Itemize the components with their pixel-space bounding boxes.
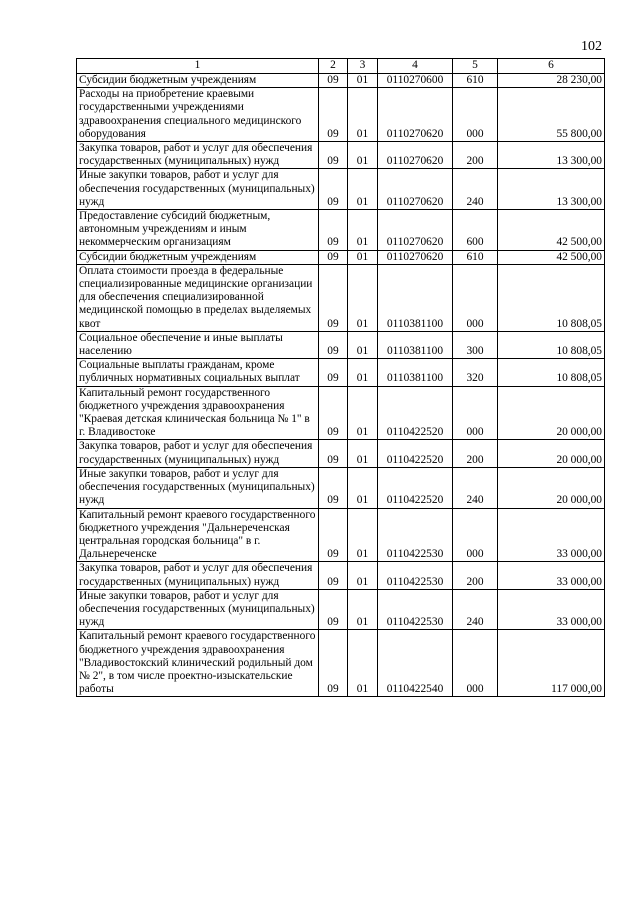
row-name: Капитальный ремонт государственного бюджетного учреждения здравоохранения "Краевая детская клиническая больница № 1" в г. Владивостоке: [77, 386, 319, 440]
row-subsection: 01: [348, 440, 378, 467]
row-name: Оплата стоимости проезда в федеральные специализированные медицинские организации для обеспечения специализированной медицинской помощью в пределах выделяемых квот: [77, 264, 319, 331]
row-target-code: 0110270620: [378, 169, 453, 210]
row-amount: 55 800,00: [498, 88, 605, 142]
row-name: Социальное обеспечение и иные выплаты населению: [77, 331, 319, 358]
row-section: 09: [319, 169, 348, 210]
table-row: [77, 74, 605, 88]
row-target-code: 0110422530: [378, 562, 453, 589]
row-target-code: 0110270600: [378, 74, 453, 88]
row-name: Закупка товаров, работ и услуг для обеспечения государственных (муниципальных) нужд: [77, 142, 319, 169]
table-row: [77, 169, 605, 210]
row-amount: 20 000,00: [498, 386, 605, 440]
row-subsection: 01: [348, 386, 378, 440]
header-col-1: 1: [77, 59, 319, 74]
header-col-3: 3: [348, 59, 378, 74]
row-amount: 33 000,00: [498, 508, 605, 562]
row-expense-type: 240: [453, 589, 498, 630]
row-amount: 28 230,00: [498, 74, 605, 88]
row-expense-type: 320: [453, 359, 498, 386]
row-name: Субсидии бюджетным учреждениям: [77, 74, 319, 88]
row-section: 09: [319, 210, 348, 251]
row-section: 09: [319, 74, 348, 88]
row-target-code: 0110381100: [378, 264, 453, 331]
row-section: 09: [319, 562, 348, 589]
table-header-row: [77, 59, 605, 74]
row-target-code: 0110270620: [378, 142, 453, 169]
row-amount: 13 300,00: [498, 169, 605, 210]
page-number: 102: [581, 39, 602, 54]
header-col-2: 2: [319, 59, 348, 74]
row-expense-type: 610: [453, 74, 498, 88]
row-amount: 20 000,00: [498, 440, 605, 467]
row-name: Социальные выплаты гражданам, кроме публичных нормативных социальных выплат: [77, 359, 319, 386]
row-name: Иные закупки товаров, работ и услуг для обеспечения государственных (муниципальных) нужд: [77, 589, 319, 630]
row-subsection: 01: [348, 210, 378, 251]
row-expense-type: 000: [453, 264, 498, 331]
row-amount: 42 500,00: [498, 250, 605, 264]
row-name: Субсидии бюджетным учреждениям: [77, 250, 319, 264]
row-section: 09: [319, 264, 348, 331]
row-section: 09: [319, 386, 348, 440]
row-expense-type: 000: [453, 630, 498, 697]
row-expense-type: 240: [453, 467, 498, 508]
row-name: Иные закупки товаров, работ и услуг для обеспечения государственных (муниципальных) нужд: [77, 169, 319, 210]
row-expense-type: 200: [453, 562, 498, 589]
row-name: Предоставление субсидий бюджетным, автономным учреждениям и иным некоммерческим организациям: [77, 210, 319, 251]
row-section: 09: [319, 440, 348, 467]
row-section: 09: [319, 88, 348, 142]
row-section: 09: [319, 467, 348, 508]
table-row: [77, 264, 605, 331]
table-row: [77, 359, 605, 386]
row-amount: 10 808,05: [498, 331, 605, 358]
row-amount: 10 808,05: [498, 264, 605, 331]
row-subsection: 01: [348, 359, 378, 386]
row-subsection: 01: [348, 508, 378, 562]
row-expense-type: 600: [453, 210, 498, 251]
row-subsection: 01: [348, 589, 378, 630]
row-target-code: 0110422540: [378, 630, 453, 697]
row-expense-type: 000: [453, 508, 498, 562]
row-target-code: 0110422520: [378, 386, 453, 440]
row-section: 09: [319, 630, 348, 697]
header-col-5: 5: [453, 59, 498, 74]
row-name: Иные закупки товаров, работ и услуг для обеспечения государственных (муниципальных) нужд: [77, 467, 319, 508]
row-section: 09: [319, 508, 348, 562]
row-expense-type: 200: [453, 440, 498, 467]
table-row: [77, 250, 605, 264]
row-target-code: 0110270620: [378, 210, 453, 251]
row-expense-type: 000: [453, 88, 498, 142]
row-target-code: 0110422520: [378, 440, 453, 467]
row-target-code: 0110381100: [378, 331, 453, 358]
row-subsection: 01: [348, 250, 378, 264]
table-row: [77, 467, 605, 508]
row-section: 09: [319, 142, 348, 169]
row-subsection: 01: [348, 331, 378, 358]
row-section: 09: [319, 359, 348, 386]
row-subsection: 01: [348, 88, 378, 142]
row-amount: 33 000,00: [498, 589, 605, 630]
row-name: Закупка товаров, работ и услуг для обеспечения государственных (муниципальных) нужд: [77, 440, 319, 467]
table-row: [77, 142, 605, 169]
table-row: [77, 589, 605, 630]
row-section: 09: [319, 250, 348, 264]
table-row: [77, 386, 605, 440]
row-subsection: 01: [348, 467, 378, 508]
row-name: Капитальный ремонт краевого государственного бюджетного учреждения здравоохранения "Владивостокский клинический родильный дом № 2", в том числе проектно-изыскательские работы: [77, 630, 319, 697]
row-target-code: 0110422530: [378, 508, 453, 562]
row-target-code: 0110381100: [378, 359, 453, 386]
row-subsection: 01: [348, 630, 378, 697]
row-subsection: 01: [348, 169, 378, 210]
row-amount: 117 000,00: [498, 630, 605, 697]
table-row: [77, 88, 605, 142]
row-name: Закупка товаров, работ и услуг для обеспечения государственных (муниципальных) нужд: [77, 562, 319, 589]
row-amount: 42 500,00: [498, 210, 605, 251]
row-expense-type: 300: [453, 331, 498, 358]
row-subsection: 01: [348, 264, 378, 331]
row-amount: 13 300,00: [498, 142, 605, 169]
row-name: Расходы на приобретение краевыми государственными учреждениями здравоохранения специального медицинского оборудования: [77, 88, 319, 142]
row-expense-type: 200: [453, 142, 498, 169]
header-col-4: 4: [378, 59, 453, 74]
row-amount: 10 808,05: [498, 359, 605, 386]
row-amount: 20 000,00: [498, 467, 605, 508]
table-row: [77, 630, 605, 697]
row-subsection: 01: [348, 142, 378, 169]
table-row: [77, 562, 605, 589]
row-subsection: 01: [348, 74, 378, 88]
row-target-code: 0110270620: [378, 88, 453, 142]
row-target-code: 0110270620: [378, 250, 453, 264]
row-target-code: 0110422530: [378, 589, 453, 630]
row-amount: 33 000,00: [498, 562, 605, 589]
row-section: 09: [319, 589, 348, 630]
table-row: [77, 440, 605, 467]
table-row: [77, 508, 605, 562]
header-col-6: 6: [498, 59, 605, 74]
row-target-code: 0110422520: [378, 467, 453, 508]
budget-table: [76, 58, 605, 697]
row-section: 09: [319, 331, 348, 358]
row-name: Капитальный ремонт краевого государственного бюджетного учреждения "Дальнереченская центральная городская больница" в г. Дальнереченске: [77, 508, 319, 562]
row-subsection: 01: [348, 562, 378, 589]
table-row: [77, 331, 605, 358]
table-row: [77, 210, 605, 251]
row-expense-type: 610: [453, 250, 498, 264]
row-expense-type: 240: [453, 169, 498, 210]
row-expense-type: 000: [453, 386, 498, 440]
